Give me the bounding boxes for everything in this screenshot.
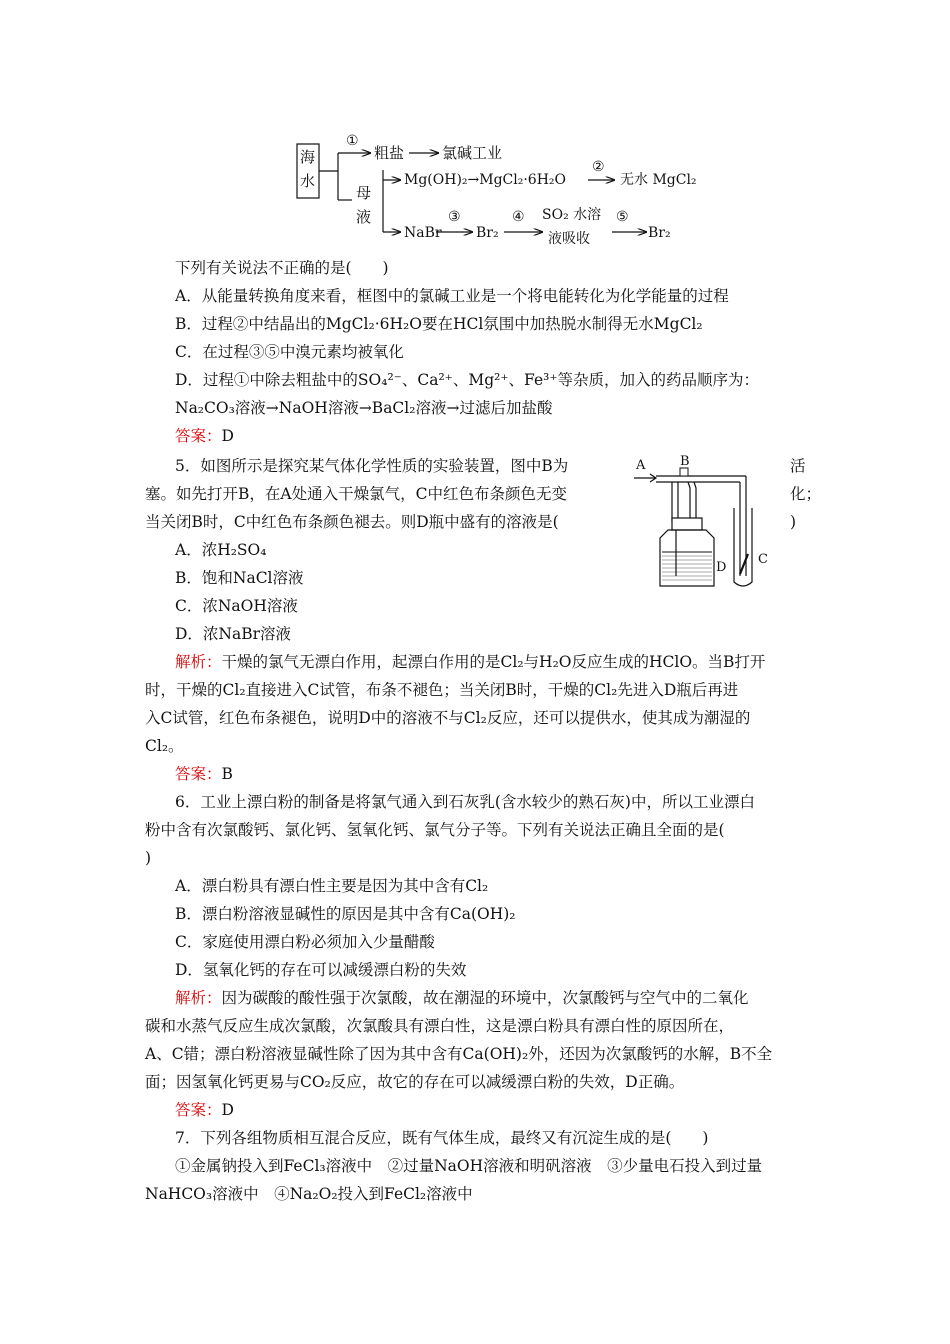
so2-absorb-line-2: 液吸收 xyxy=(548,231,590,247)
q5-line-3: 当关闭B时，C中红色布条颜色褪去。则D瓶中盛有的溶液是( xyxy=(145,513,559,531)
step-3-label: ③ xyxy=(448,209,461,225)
q4-option-d-continued: Na₂CO₃溶液→NaOH溶液→BaCl₂溶液→过滤后加盐酸 xyxy=(175,399,553,417)
q5-line-2: 塞。如先打开B，在A处通入干燥氯气，C中红色布条颜色无变 xyxy=(145,485,567,503)
label-c: C xyxy=(758,552,768,567)
q5-answer xyxy=(175,764,845,784)
so2-absorb-line-1: SO₂ 水溶 xyxy=(542,207,602,223)
q5-option-b: B．饱和NaCl溶液 xyxy=(175,569,304,587)
answer-value: D xyxy=(221,427,234,445)
answer-label: 答案： xyxy=(175,427,222,445)
q6-option-d: D．氢氧化钙的存在可以减缓漂白粉的失效 xyxy=(175,961,467,979)
q6-line-3: ) xyxy=(145,849,152,867)
step-1-label: ① xyxy=(346,133,359,149)
q5-tail-3: ) xyxy=(790,513,797,531)
label-a: A xyxy=(636,458,646,473)
mother-liquor-char-2: 液 xyxy=(356,208,372,226)
q4-option-b: B．过程②中结晶出的MgCl₂·6H₂O要在HCl氛围中加热脱水制得无水MgCl₂ xyxy=(175,315,703,333)
q7-line-1: 7．下列各组物质相互混合反应，既有气体生成，最终又有沉淀生成的是( ) xyxy=(175,1129,709,1147)
q4-option-a: A．从能量转换角度来看，框图中的氯碱工业是一个将电能转化为化学能量的过程 xyxy=(175,287,729,305)
q5-analysis-line-4: Cl₂。 xyxy=(145,737,184,755)
q6-line-1: 6．工业上漂白粉的制备是将氯气通入到石灰乳(含水较少的熟石灰)中，所以工业漂白 xyxy=(175,793,755,811)
analysis-label: 解析： xyxy=(175,989,222,1007)
step-4-label: ④ xyxy=(512,209,525,225)
analysis-text: 因为碳酸的酸性强于次氯酸，故在潮湿的环境中，次氯酸钙与空气中的二氧化 xyxy=(221,989,749,1007)
q5-line-1: 5．如图所示是探究某气体化学性质的实验装置，图中B为 xyxy=(175,457,569,475)
q6-option-b: B．漂白粉溶液显碱性的原因是其中含有Ca(OH)₂ xyxy=(175,905,516,923)
answer-label: 答案： xyxy=(175,765,222,783)
seawater-char-2: 水 xyxy=(300,172,316,190)
q5-analysis-line-3: 入C试管，红色布条褪色，说明D中的溶液不与Cl₂反应，还可以提供水，使其成为潮湿的 xyxy=(145,709,751,727)
q4-stem: 下列有关说法不正确的是( ) xyxy=(175,259,389,277)
q6-analysis-line-2: 碳和水蒸气反应生成次氯酸，次氯酸具有漂白性，这是漂白粉具有漂白性的原因所在， xyxy=(145,1017,735,1035)
analysis-text: 干燥的氯气无漂白作用，起漂白作用的是Cl₂与H₂O反应生成的HClO。当B打开 xyxy=(221,653,766,671)
q6-answer xyxy=(175,1100,845,1120)
bromine-label-b: Br₂ xyxy=(648,225,671,241)
answer-value: D xyxy=(221,1101,234,1119)
seawater-flowchart xyxy=(296,128,716,253)
q5-tail-2: 化； xyxy=(790,485,822,503)
q5-option-c: C．浓NaOH溶液 xyxy=(175,597,298,615)
q7-line-2: ①金属钠投入到FeCl₃溶液中 ②过量NaOH溶液和明矾溶液 ③少量电石投入到过量 xyxy=(175,1157,763,1175)
q5-option-d: D．浓NaBr溶液 xyxy=(175,625,292,643)
label-b: B xyxy=(680,454,690,469)
q6-analysis-line-1 xyxy=(175,988,845,1008)
q5-analysis-line-2: 时，干燥的Cl₂直接进入C试管，布条不褪色；当关闭B时，干燥的Cl₂先进入D瓶后再进 xyxy=(145,681,739,699)
chlor-alkali-label: 氯碱工业 xyxy=(442,144,503,162)
step-5-label: ⑤ xyxy=(616,209,629,225)
label-d: D xyxy=(716,560,727,575)
bromine-label-a: Br₂ xyxy=(476,225,499,241)
q4-option-d: D．过程①中除去粗盐中的SO₄²⁻、Ca²⁺、Mg²⁺、Fe³⁺等杂质，加入的药品顺序为： xyxy=(175,371,760,389)
q6-line-2: 粉中含有次氯酸钙、氯化钙、氢氧化钙、氯气分子等。下列有关说法正确且全面的是( xyxy=(145,821,725,839)
mother-liquor-char-1: 母 xyxy=(356,184,372,202)
q6-option-a: A．漂白粉具有漂白性主要是因为其中含有Cl₂ xyxy=(175,877,489,895)
answer-value: B xyxy=(221,765,233,783)
magnesium-chain-label: Mg(OH)₂→MgCl₂·6H₂O xyxy=(404,172,567,188)
q6-option-c: C．家庭使用漂白粉必须加入少量醋酸 xyxy=(175,933,435,951)
seawater-char-1: 海 xyxy=(300,148,316,166)
crude-salt-label: 粗盐 xyxy=(374,144,405,162)
q5-option-a: A．浓H₂SO₄ xyxy=(175,541,267,559)
q6-analysis-line-3: A、C错；漂白粉溶液显碱性除了因为其中含有Ca(OH)₂外，还因为次氯酸钙的水解，B不全 xyxy=(145,1045,773,1063)
q5-tail-1: 活 xyxy=(790,457,806,475)
q6-analysis-line-4: 面；因氢氧化钙更易与CO₂反应，故它的存在可以减缓漂白粉的失效，D正确。 xyxy=(145,1073,685,1091)
q4-answer xyxy=(175,426,845,446)
analysis-label: 解析： xyxy=(175,653,222,671)
q4-option-c: C．在过程③⑤中溴元素均被氧化 xyxy=(175,343,404,361)
q7-line-3: NaHCO₃溶液中 ④Na₂O₂投入到FeCl₂溶液中 xyxy=(145,1185,473,1203)
answer-label: 答案： xyxy=(175,1101,222,1119)
q5-analysis-line-1 xyxy=(175,652,845,672)
anhydrous-mgcl2-label: 无水 MgCl₂ xyxy=(620,172,697,188)
step-2-label: ② xyxy=(592,159,605,175)
nabr-label: NaBr xyxy=(404,225,442,241)
